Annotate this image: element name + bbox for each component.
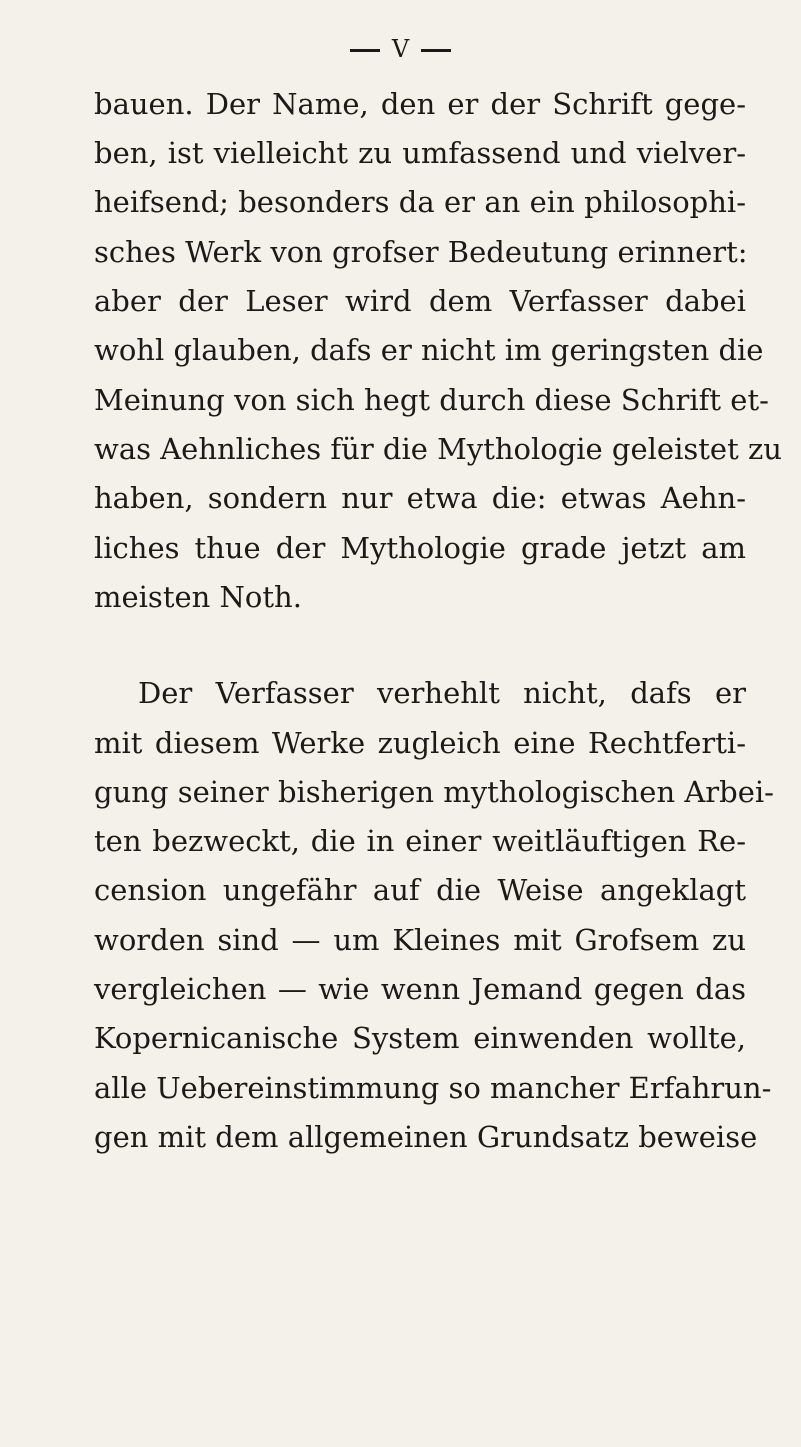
text-line: mit diesem Werke zugleich eine Rechtferti- bbox=[94, 726, 746, 760]
text-line: sches Werk von grofser Bedeutung erinnert: bbox=[94, 235, 748, 269]
text-line: liches thue der Mythologie grade jetzt am bbox=[94, 531, 746, 565]
text-line: Meinung von sich hegt durch diese Schrift et- bbox=[94, 383, 769, 417]
text-line: ben, ist vielleicht zu umfassend und vielver- bbox=[94, 136, 746, 170]
text-line: meisten Noth. bbox=[94, 580, 302, 614]
text-line: Der Verfasser verhehlt nicht, dafs er bbox=[138, 676, 746, 710]
text-line: alle Uebereinstimmung so mancher Erfahrun- bbox=[94, 1071, 772, 1105]
header-rule-left bbox=[350, 49, 380, 52]
header-rule-right bbox=[421, 49, 451, 52]
text-line: vergleichen — wie wenn Jemand gegen das bbox=[94, 972, 746, 1006]
text-line: was Aehnliches für die Mythologie geleistet zu bbox=[94, 432, 782, 466]
text-line: cension ungefähr auf die Weise angeklagt bbox=[94, 873, 746, 907]
text-line: heifsend; besonders da er an ein philosophi- bbox=[94, 185, 746, 219]
text-line: gen mit dem allgemeinen Grundsatz beweise bbox=[94, 1120, 758, 1154]
text-line: ten bezweckt, die in einer weitläuftigen Re- bbox=[94, 824, 746, 858]
text-line: bauen. Der Name, den er der Schrift gege- bbox=[94, 87, 746, 121]
page-header bbox=[0, 34, 801, 64]
text-line: wohl glauben, dafs er nicht im geringsten die bbox=[94, 333, 764, 367]
text-line: aber der Leser wird dem Verfasser dabei bbox=[94, 284, 746, 318]
text-line: haben, sondern nur etwa die: etwas Aehn- bbox=[94, 481, 746, 515]
text-line: Kopernicanische System einwenden wollte, bbox=[94, 1021, 746, 1055]
text-line: gung seiner bisherigen mythologischen Arbei- bbox=[94, 775, 774, 809]
text-line: worden sind — um Kleines mit Grofsem zu bbox=[94, 923, 746, 957]
page-number: V bbox=[391, 35, 410, 63]
